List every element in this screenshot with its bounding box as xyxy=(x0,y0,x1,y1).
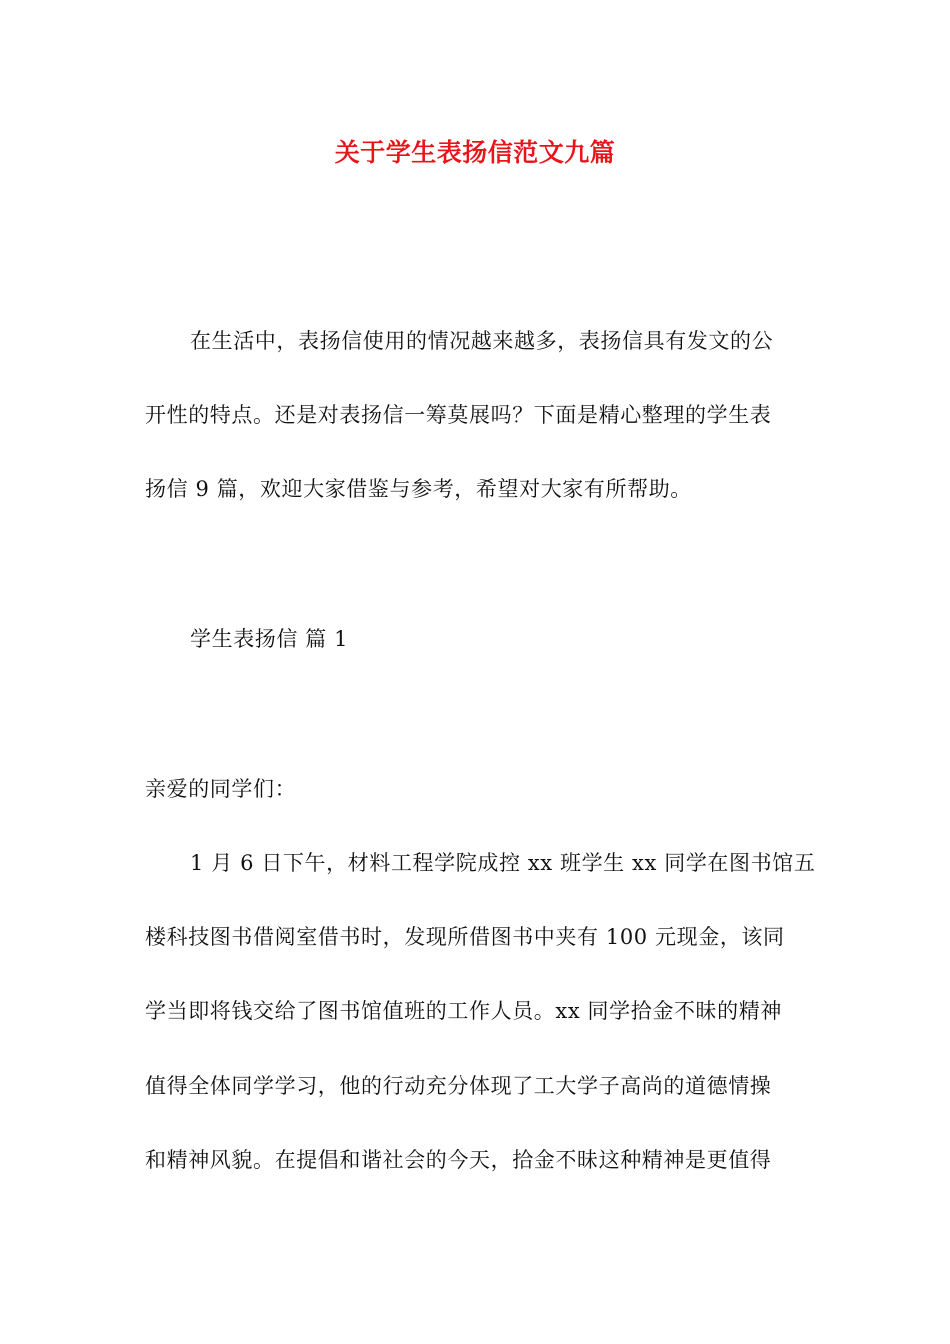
body-line-2: 楼科技图书借阅室借书时，发现所借图书中夹有 100 元现金，该同 xyxy=(145,925,785,949)
body-line-3: 学当即将钱交给了图书馆值班的工作人员。xx 同学拾金不昧的精神 xyxy=(145,999,782,1023)
body-line-4: 值得全体同学学习，他的行动充分体现了工大学子高尚的道德情操 xyxy=(145,1074,772,1098)
intro-line-3: 扬信 9 篇，欢迎大家借鉴与参考，希望对大家有所帮助。 xyxy=(145,477,692,501)
document-title: 关于学生表扬信范文九篇 xyxy=(334,138,616,167)
section-heading: 学生表扬信 篇 1 xyxy=(190,627,349,651)
intro-line-2: 开性的特点。还是对表扬信一筹莫展吗？下面是精心整理的学生表 xyxy=(145,403,772,427)
body-line-1: 1 月 6 日下午，材料工程学院成控 xx 班学生 xx 同学在图书馆五 xyxy=(190,851,816,875)
salutation: 亲爱的同学们： xyxy=(145,777,297,801)
body-line-5: 和精神风貌。在提倡和谐社会的今天，拾金不昧这种精神是更值得 xyxy=(145,1148,772,1172)
intro-line-1: 在生活中，表扬信使用的情况越来越多，表扬信具有发文的公 xyxy=(190,329,774,353)
